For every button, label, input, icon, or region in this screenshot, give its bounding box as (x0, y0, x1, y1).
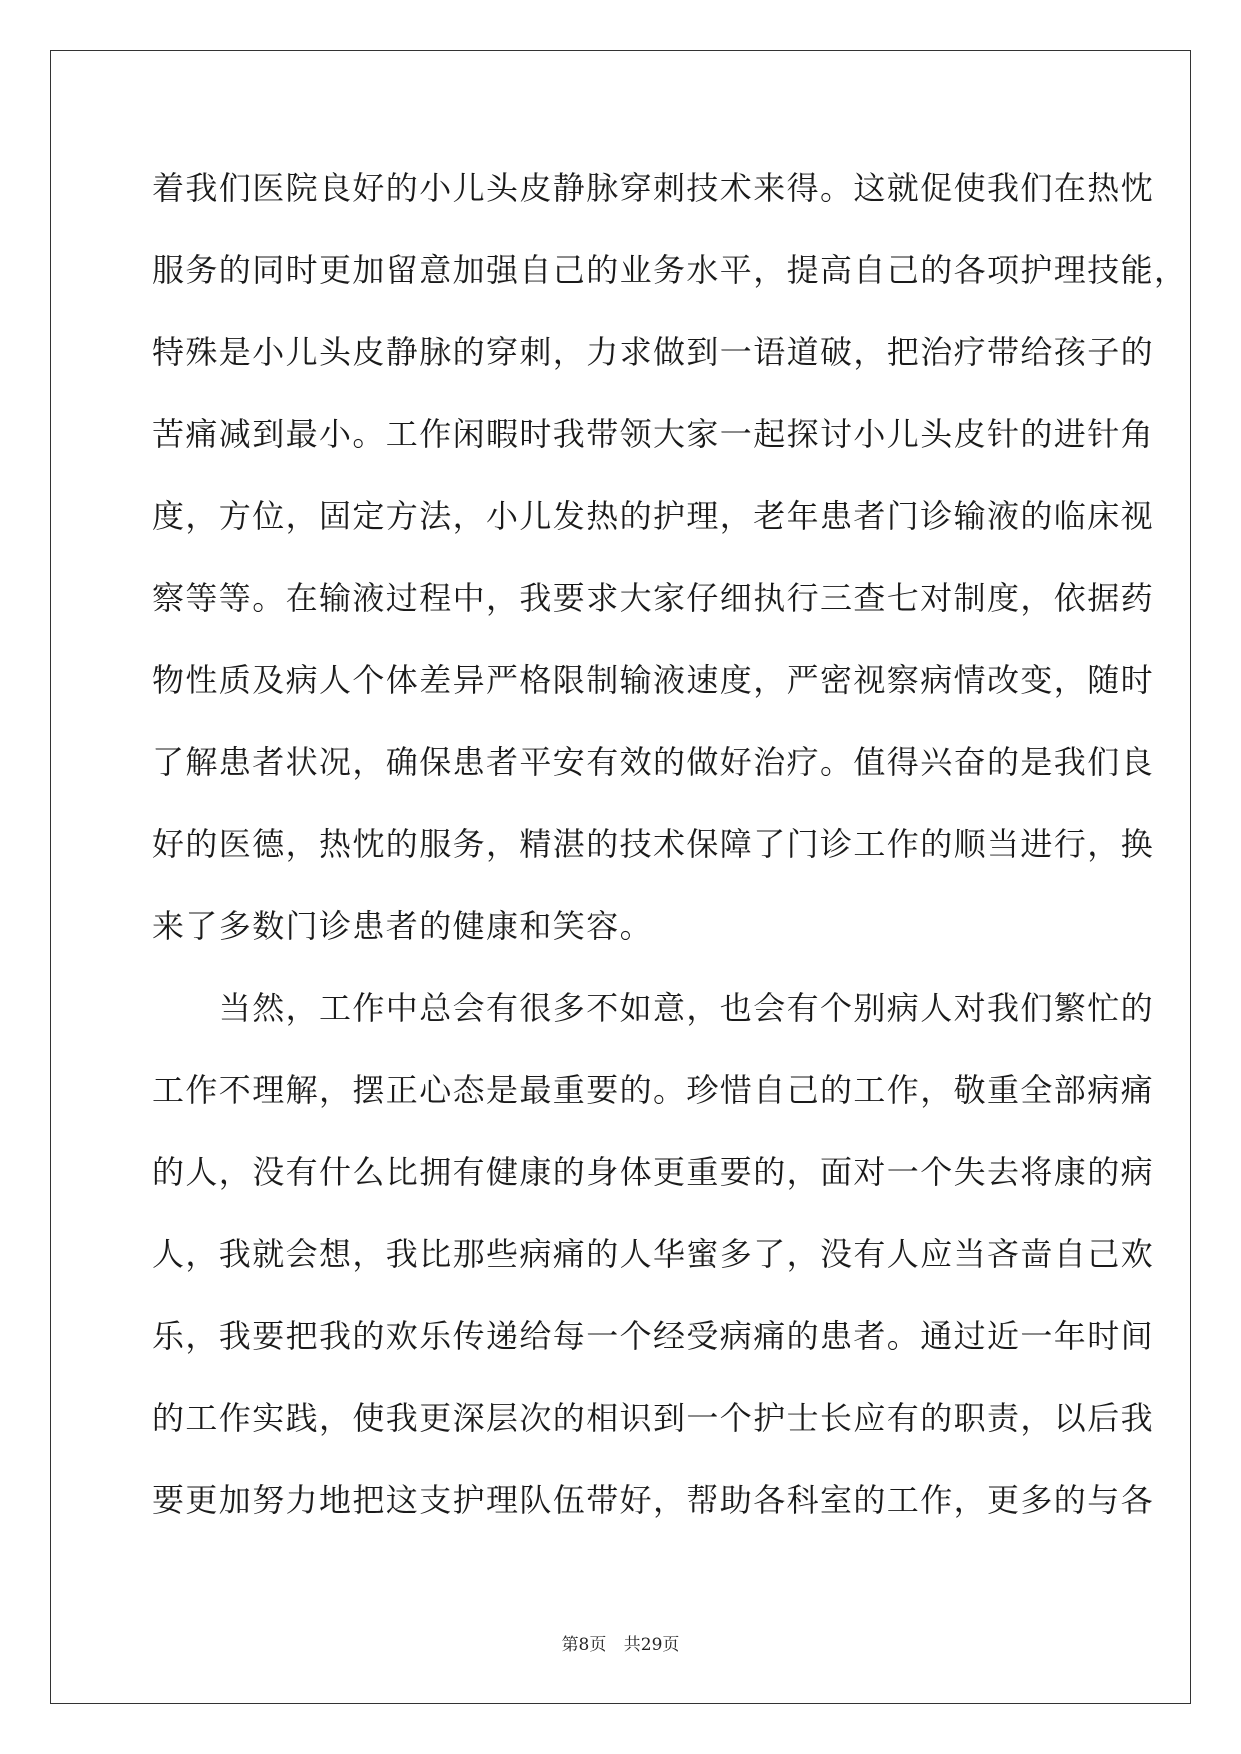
text-line: 人，我就会想，我比那些病痛的人华蜜多了，没有人应当吝啬自己欢 (152, 1235, 1155, 1273)
text-line: 察等等。在输液过程中，我要求大家仔细执行三查七对制度，依据药 (152, 579, 1155, 617)
text-line: 的工作实践，使我更深层次的相识到一个护士长应有的职责，以后我 (152, 1399, 1155, 1437)
text-line: 度，方位，固定方法，小儿发热的护理，老年患者门诊输液的临床视 (152, 497, 1155, 535)
text-line: 当然，工作中总会有很多不如意，也会有个别病人对我们繁忙的 (152, 989, 1155, 1027)
text-line: 特殊是小儿头皮静脉的穿刺，力求做到一语道破，把治疗带给孩子的 (152, 333, 1155, 371)
text-line: 物性质及病人个体差异严格限制输液速度，严密视察病情改变，随时 (152, 661, 1155, 699)
page-total: 共29页 (623, 1635, 680, 1655)
text-line: 的人，没有什么比拥有健康的身体更重要的，面对一个失去将康的病 (152, 1153, 1155, 1191)
text-line: 苦痛减到最小。工作闲暇时我带领大家一起探讨小儿头皮针的进针角 (152, 415, 1155, 453)
text-line: 来了多数门诊患者的健康和笑容。 (152, 907, 654, 945)
text-line: 工作不理解，摆正心态是最重要的。珍惜自己的工作，敬重全部病痛 (152, 1071, 1155, 1109)
document-body (152, 168, 1188, 1562)
text-line: 着我们医院良好的小儿头皮静脉穿刺技术来得。这就促使我们在热忱 (152, 169, 1155, 207)
text-line: 要更加努力地把这支护理队伍带好，帮助各科室的工作，更多的与各 (152, 1481, 1155, 1519)
text-line: 服务的同时更加留意加强自己的业务水平，提高自己的各项护理技能， (152, 251, 1188, 289)
text-line: 乐，我要把我的欢乐传递给每一个经受病痛的患者。通过近一年时间 (152, 1317, 1155, 1355)
page-footer (0, 1630, 1241, 1655)
page-number: 第8页 (561, 1635, 607, 1655)
text-line: 了解患者状况，确保患者平安有效的做好治疗。值得兴奋的是我们良 (152, 743, 1155, 781)
text-line: 好的医德，热忱的服务，精湛的技术保障了门诊工作的顺当进行，换 (152, 825, 1155, 863)
